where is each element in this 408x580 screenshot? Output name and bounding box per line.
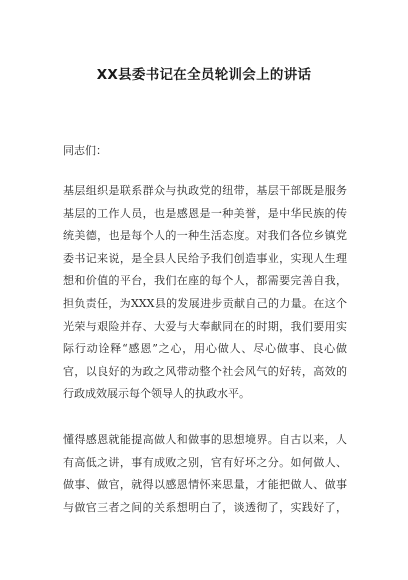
paragraph-line: 有高低之讲，事有成败之别，官有好坏之分。如何做人、 [63,455,347,469]
paragraph-line: 统美德，也是每个人的一种生活态度。对我们各位乡镇党 [63,229,347,243]
body-paragraph-1 [63,180,347,406]
paragraph-line: 行政成效展示每个领导人的执政水平。 [63,387,250,401]
paragraph-line: 担负责任，为XXX县的发展进步贡献自己的力量。在这个 [63,296,347,310]
paragraph-line: 基层的工作人员，也是感恩是一种美誉，是中华民族的传 [63,206,347,220]
paragraph-line: 做事、做官，就得以感恩情怀来思量，才能把做人、做事 [63,478,347,492]
paragraph-line: 委书记来说，是全县人民给予我们创造事业，实现人生理 [63,251,347,265]
document-title: XX县委书记在全员轮训会上的讲话 [96,67,312,83]
paragraph-line: 与做官三者之间的关系想明白了，谈透彻了，实践好了， [63,500,347,514]
paragraph-line: 官，以良好的为政之风带动整个社会风气的好转，高效的 [63,364,347,378]
paragraph-line: 懂得感恩就能提高做人和做事的思想境界。自古以来，人 [63,433,347,446]
paragraph-line: 际行动诠释“感恩”之心，用心做人、尽心做事、良心做 [63,342,347,356]
paragraph-line: 想和价值的平台，我们在座的每个人，都需要完善自我， [63,274,347,288]
body-paragraph-2 [63,429,347,519]
paragraph-line: 基层组织是联系群众与执政党的纽带，基层干部既是服务 [63,184,347,197]
salutation: 同志们： [63,144,107,157]
paragraph-line: 光荣与艰险并存、大爱与大奉献同在的时期，我们要用实 [63,319,347,333]
